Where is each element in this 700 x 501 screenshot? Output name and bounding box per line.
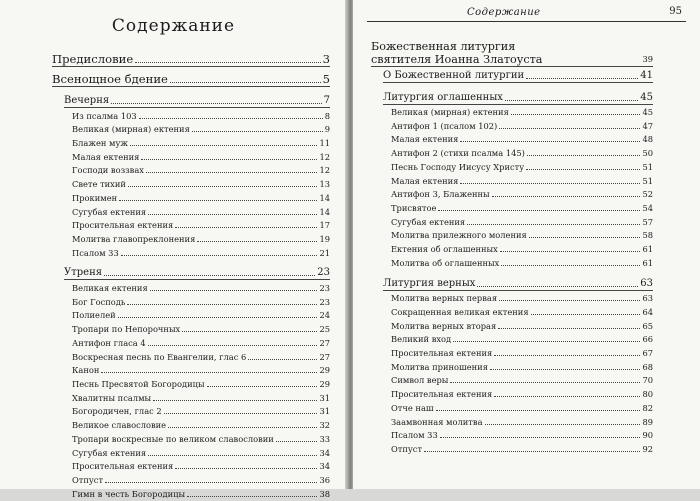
dot-leader (490, 369, 640, 370)
toc-entry-liturgy[interactable] (371, 40, 653, 67)
dot-leader (500, 251, 641, 252)
toc-entry-page: 23 (317, 267, 330, 279)
page-number: 95 (669, 6, 682, 17)
toc-entry-page: 12 (319, 151, 330, 162)
dot-leader (175, 468, 317, 469)
toc-entry-title: Малая ектения (391, 175, 459, 186)
toc-entry-title: Сугубая ектения (72, 206, 147, 217)
dot-leader (164, 413, 318, 414)
toc-entry-page: 13 (319, 179, 330, 190)
toc-entry[interactable] (52, 52, 330, 67)
toc-entry-title: Антифон 3, Блаженны (391, 189, 490, 200)
toc-entry-page: 34 (319, 461, 330, 472)
dot-leader (526, 169, 640, 170)
toc-entry[interactable] (72, 433, 330, 445)
toc-entry-title: Просительная ектения (391, 389, 493, 400)
toc-entry-title: Отче наш (391, 402, 434, 413)
dot-leader (438, 210, 640, 211)
toc-entry-title: Всенощное бдение (52, 72, 168, 86)
dot-leader (104, 275, 315, 276)
toc-entry-page: 23 (319, 282, 330, 293)
dot-leader (141, 159, 317, 160)
dot-leader (111, 103, 321, 104)
toc-entry[interactable] (72, 247, 330, 259)
toc-entry-page: 39 (642, 54, 653, 64)
toc-entry-title: Бог Господь (72, 296, 126, 307)
dot-leader (207, 386, 318, 387)
toc-entry-page: 50 (642, 148, 653, 159)
toc-entry[interactable] (72, 405, 330, 417)
toc-entry[interactable] (64, 266, 330, 280)
dot-leader (485, 424, 641, 425)
toc-entry-page: 80 (642, 389, 653, 400)
toc-entry-title: Литургия верных (383, 277, 476, 289)
dot-leader (494, 396, 640, 397)
toc-entry[interactable] (391, 133, 653, 145)
dot-leader (424, 451, 640, 452)
toc-entry-title: Прокимен (72, 192, 118, 203)
toc-entry-title: Сугубая ектения (391, 216, 466, 227)
dot-leader (527, 155, 641, 156)
toc-entry-title: Молитва верных вторая (391, 320, 497, 331)
toc-entry[interactable] (391, 106, 653, 118)
dot-leader (182, 331, 317, 332)
toc-entry-page: 27 (319, 351, 330, 362)
toc-entry-title: Антифон гласа 4 (72, 337, 146, 348)
page-title: Содержание (111, 16, 236, 36)
toc-entry[interactable] (72, 474, 330, 486)
dot-leader (148, 214, 317, 215)
dot-leader (498, 328, 640, 329)
toc-entry-page: 41 (640, 70, 653, 81)
dot-leader (148, 455, 317, 456)
toc-entry-title: Хвалитны псалмы (72, 392, 152, 403)
toc-entry[interactable] (72, 364, 330, 376)
toc-entry-title: Предисловие (52, 52, 134, 66)
dot-leader (127, 304, 317, 305)
toc-entry-page: 3 (322, 52, 330, 66)
toc-left (52, 52, 330, 501)
dot-leader (121, 255, 318, 256)
toc-entry-title: О Божественной литургии (383, 70, 525, 81)
toc-entry[interactable] (391, 361, 653, 373)
toc-entry[interactable] (72, 178, 330, 190)
toc-entry[interactable] (391, 243, 653, 255)
toc-entry-page: 24 (319, 310, 330, 321)
toc-entry[interactable] (391, 388, 653, 400)
toc-entry-title: Трисвятое (391, 203, 437, 214)
toc-entry-page: 33 (319, 433, 330, 444)
toc-entry-page: 52 (642, 189, 653, 200)
toc-entry-line1: Божественная литургия (371, 40, 516, 53)
dot-leader (175, 227, 317, 228)
dot-leader (119, 200, 317, 201)
toc-entry[interactable] (72, 419, 330, 431)
toc-entry[interactable] (72, 123, 330, 135)
dot-leader (467, 224, 640, 225)
toc-entry-title: Вечерня (64, 95, 110, 106)
toc-entry-title: Отпуст (391, 444, 423, 455)
toc-entry-title: Символ веры (391, 375, 449, 386)
toc-entry-title: Псалом 33 (72, 247, 119, 258)
toc-entry-page: 67 (642, 348, 653, 358)
toc-entry-title: Молитва верных первая (391, 293, 498, 304)
toc-entry-title: Великий вход (391, 334, 452, 345)
toc-entry-page: 34 (319, 447, 330, 458)
toc-entry[interactable] (72, 488, 330, 500)
toc-entry[interactable] (72, 192, 330, 204)
dot-leader (511, 114, 641, 115)
toc-entry[interactable] (391, 161, 653, 173)
toc-entry[interactable] (391, 443, 653, 455)
toc-entry-page: 51 (642, 161, 653, 172)
toc-entry-title: Антифон 2 (стихи псалма 145) (391, 148, 525, 159)
dot-leader (130, 145, 317, 146)
toc-entry[interactable] (391, 147, 653, 159)
toc-entry[interactable] (72, 137, 330, 149)
toc-entry-page: 29 (319, 378, 330, 389)
toc-entry[interactable] (391, 402, 653, 414)
toc-entry[interactable] (383, 277, 653, 291)
toc-entry[interactable] (72, 447, 330, 459)
toc-entry-page: 17 (319, 220, 330, 231)
toc-entry[interactable] (391, 416, 653, 428)
toc-entry-page: 58 (642, 230, 653, 241)
toc-entry-title: Утреня (64, 267, 103, 279)
toc-entry-title: Господи воззвах (72, 165, 144, 176)
dot-leader (135, 62, 320, 63)
toc-entry-title: Великая (мирная) ектения (72, 124, 190, 135)
toc-entry-page: 64 (642, 306, 653, 317)
toc-entry-page: 45 (640, 91, 653, 103)
toc-entry-page: 32 (319, 420, 330, 431)
dot-leader (499, 128, 640, 129)
dot-leader (492, 196, 641, 197)
toc-entry-title: Молитва приношения (391, 361, 488, 372)
toc-entry[interactable] (383, 91, 653, 105)
toc-entry[interactable] (72, 151, 330, 163)
dot-leader (128, 186, 318, 187)
dot-leader (505, 100, 638, 101)
toc-entry-page: 63 (642, 293, 653, 304)
toc-entry-title: Тропари воскресные по великом славословии (72, 433, 274, 444)
toc-entry-title: Великая ектения (72, 282, 148, 293)
toc-entry-title: Заамвонная молитва (391, 416, 483, 427)
toc-entry[interactable] (391, 188, 653, 200)
toc-entry-title: Малая ектения (72, 151, 140, 162)
toc-entry[interactable] (72, 351, 330, 363)
toc-entry-page: 14 (319, 206, 330, 217)
toc-entry-page: 48 (642, 134, 653, 145)
toc-entry[interactable] (391, 333, 653, 345)
toc-entry[interactable] (72, 233, 330, 245)
toc-entry[interactable] (72, 460, 330, 472)
toc-entry[interactable] (72, 309, 330, 321)
toc-entry[interactable] (72, 296, 330, 308)
dot-leader (494, 355, 640, 356)
toc-entry-page: 45 (642, 107, 653, 117)
dot-leader (170, 82, 321, 83)
toc-entry-title: Сокращенная великая ектения (391, 306, 529, 317)
toc-entry-title: Тропари по Непорочных (72, 324, 181, 335)
toc-entry-page: 38 (319, 488, 330, 499)
toc-entry-title: Просительная ектения (72, 220, 174, 231)
dot-leader (436, 410, 641, 411)
toc-entry-page: 61 (642, 257, 653, 268)
dot-leader (526, 78, 638, 79)
toc-entry-title: Малая ектения (391, 134, 459, 145)
toc-entry-line2: святителя Иоанна Златоуста (371, 53, 543, 66)
dot-leader (276, 441, 318, 442)
toc-entry-page: 63 (640, 277, 653, 289)
toc-entry-page: 66 (642, 334, 653, 345)
toc-entry[interactable] (391, 306, 653, 318)
toc-entry-title: Антифон 1 (псалом 102) (391, 120, 498, 131)
toc-entry[interactable] (72, 164, 330, 176)
dot-leader (139, 118, 323, 119)
toc-entry-page: 89 (642, 416, 653, 427)
dot-leader (192, 131, 323, 132)
toc-entry-title: Песнь Господу Иисусу Христу (391, 161, 525, 172)
toc-entry[interactable] (391, 320, 653, 332)
toc-entry-page: 65 (642, 320, 653, 331)
dot-leader (150, 290, 318, 291)
toc-entry-title: Великое славословие (72, 420, 167, 431)
toc-entry[interactable] (391, 175, 653, 187)
toc-entry-page: 29 (319, 365, 330, 376)
toc-entry-page: 11 (319, 137, 330, 148)
toc-entry-page: 51 (642, 175, 653, 186)
toc-entry-title: Сугубая ектения (72, 447, 147, 458)
toc-entry[interactable] (391, 216, 653, 228)
toc-entry-title: Блажен муж (72, 137, 128, 148)
dot-leader (453, 341, 640, 342)
toc-entry-title: Просительная ектения (72, 461, 174, 472)
dot-leader (460, 183, 640, 184)
toc-entry[interactable] (391, 374, 653, 386)
toc-right (371, 40, 653, 457)
dot-leader (529, 237, 641, 238)
toc-entry[interactable] (72, 337, 330, 349)
toc-entry[interactable] (72, 282, 330, 294)
toc-entry[interactable] (72, 219, 330, 231)
toc-entry-page: 31 (319, 406, 330, 417)
toc-entry[interactable] (72, 392, 330, 404)
dot-leader (531, 314, 641, 315)
toc-entry[interactable] (391, 202, 653, 214)
running-head (367, 3, 686, 22)
toc-entry[interactable] (391, 120, 653, 132)
dot-leader (168, 427, 317, 428)
dot-leader (146, 172, 317, 173)
dot-leader (101, 372, 317, 373)
dot-leader (153, 400, 317, 401)
toc-entry[interactable] (72, 206, 330, 218)
toc-entry-title: Просительная ектения (391, 348, 493, 358)
dot-leader (477, 286, 638, 287)
dot-leader (148, 345, 318, 346)
left-page (0, 0, 347, 499)
toc-entry-title: Литургия оглашенных (383, 91, 503, 103)
dot-leader (187, 496, 317, 497)
toc-entry-page: 7 (323, 95, 330, 106)
toc-entry-page: 25 (319, 324, 330, 335)
toc-entry-page: 68 (642, 361, 653, 372)
toc-entry-page: 8 (324, 110, 330, 121)
toc-entry-page: 70 (642, 375, 653, 386)
toc-entry-page: 47 (642, 120, 653, 131)
toc-entry-page: 57 (642, 216, 653, 227)
toc-entry[interactable] (391, 257, 653, 269)
toc-entry[interactable] (391, 292, 653, 304)
toc-entry-page: 36 (319, 474, 330, 485)
dot-leader (501, 265, 640, 266)
dot-leader (248, 359, 317, 360)
toc-entry-page: 82 (642, 402, 653, 413)
dot-leader (450, 382, 640, 383)
dot-leader (197, 241, 317, 242)
dot-leader (440, 437, 641, 438)
dot-leader (499, 300, 640, 301)
toc-entry-page: 61 (642, 244, 653, 255)
toc-entry-page: 31 (319, 392, 330, 403)
toc-entry-page: 21 (319, 247, 330, 258)
toc-entry-page: 90 (642, 430, 653, 441)
toc-entry-title: Молитва прилежного моления (391, 230, 527, 241)
toc-entry-title: Из псалма 103 (72, 110, 137, 121)
running-head-title: Содержание (467, 7, 541, 18)
toc-entry[interactable] (391, 229, 653, 241)
toc-entry-title: Великая (мирная) ектения (391, 107, 509, 117)
toc-entry-title: Молитва об оглашенных (391, 257, 500, 268)
toc-entry-page: 14 (319, 192, 330, 203)
toc-entry[interactable] (391, 347, 653, 359)
toc-entry-title: Отпуст (72, 474, 104, 485)
toc-entry-title: Псалом 33 (391, 430, 438, 441)
toc-entry-title: Канон (72, 365, 100, 376)
toc-entry[interactable] (72, 323, 330, 335)
dot-leader (105, 482, 317, 483)
toc-entry-title: Ектения об оглашенных (391, 244, 498, 255)
toc-entry-title: Песнь Пресвятой Богородицы (72, 378, 205, 389)
toc-entry[interactable] (383, 69, 653, 83)
dot-leader (118, 317, 318, 318)
dot-leader (460, 141, 640, 142)
toc-entry-title: Молитва главопреклонения (72, 233, 196, 244)
toc-entry-title: Богородичен, глас 2 (72, 406, 162, 417)
toc-entry-page: 19 (319, 233, 330, 244)
toc-entry-title: Полиелей (72, 310, 116, 321)
toc-entry[interactable] (52, 72, 330, 87)
toc-entry-page: 92 (642, 444, 653, 455)
toc-entry-page: 5 (322, 72, 330, 86)
toc-entry-page: 54 (642, 203, 653, 214)
toc-entry-title: Воскресная песнь по Евангелии, глас 6 (72, 351, 247, 362)
toc-entry-page: 12 (319, 165, 330, 176)
toc-entry[interactable] (391, 429, 653, 441)
toc-entry[interactable] (72, 110, 330, 122)
toc-entry-page: 9 (324, 124, 330, 135)
toc-entry-page: 27 (319, 337, 330, 348)
toc-entry-title: Свете тихий (72, 179, 126, 190)
toc-entry-page: 23 (319, 296, 330, 307)
toc-entry-title: Гимн в честь Богородицы (72, 488, 186, 499)
toc-entry[interactable] (64, 94, 330, 108)
toc-entry[interactable] (72, 378, 330, 390)
